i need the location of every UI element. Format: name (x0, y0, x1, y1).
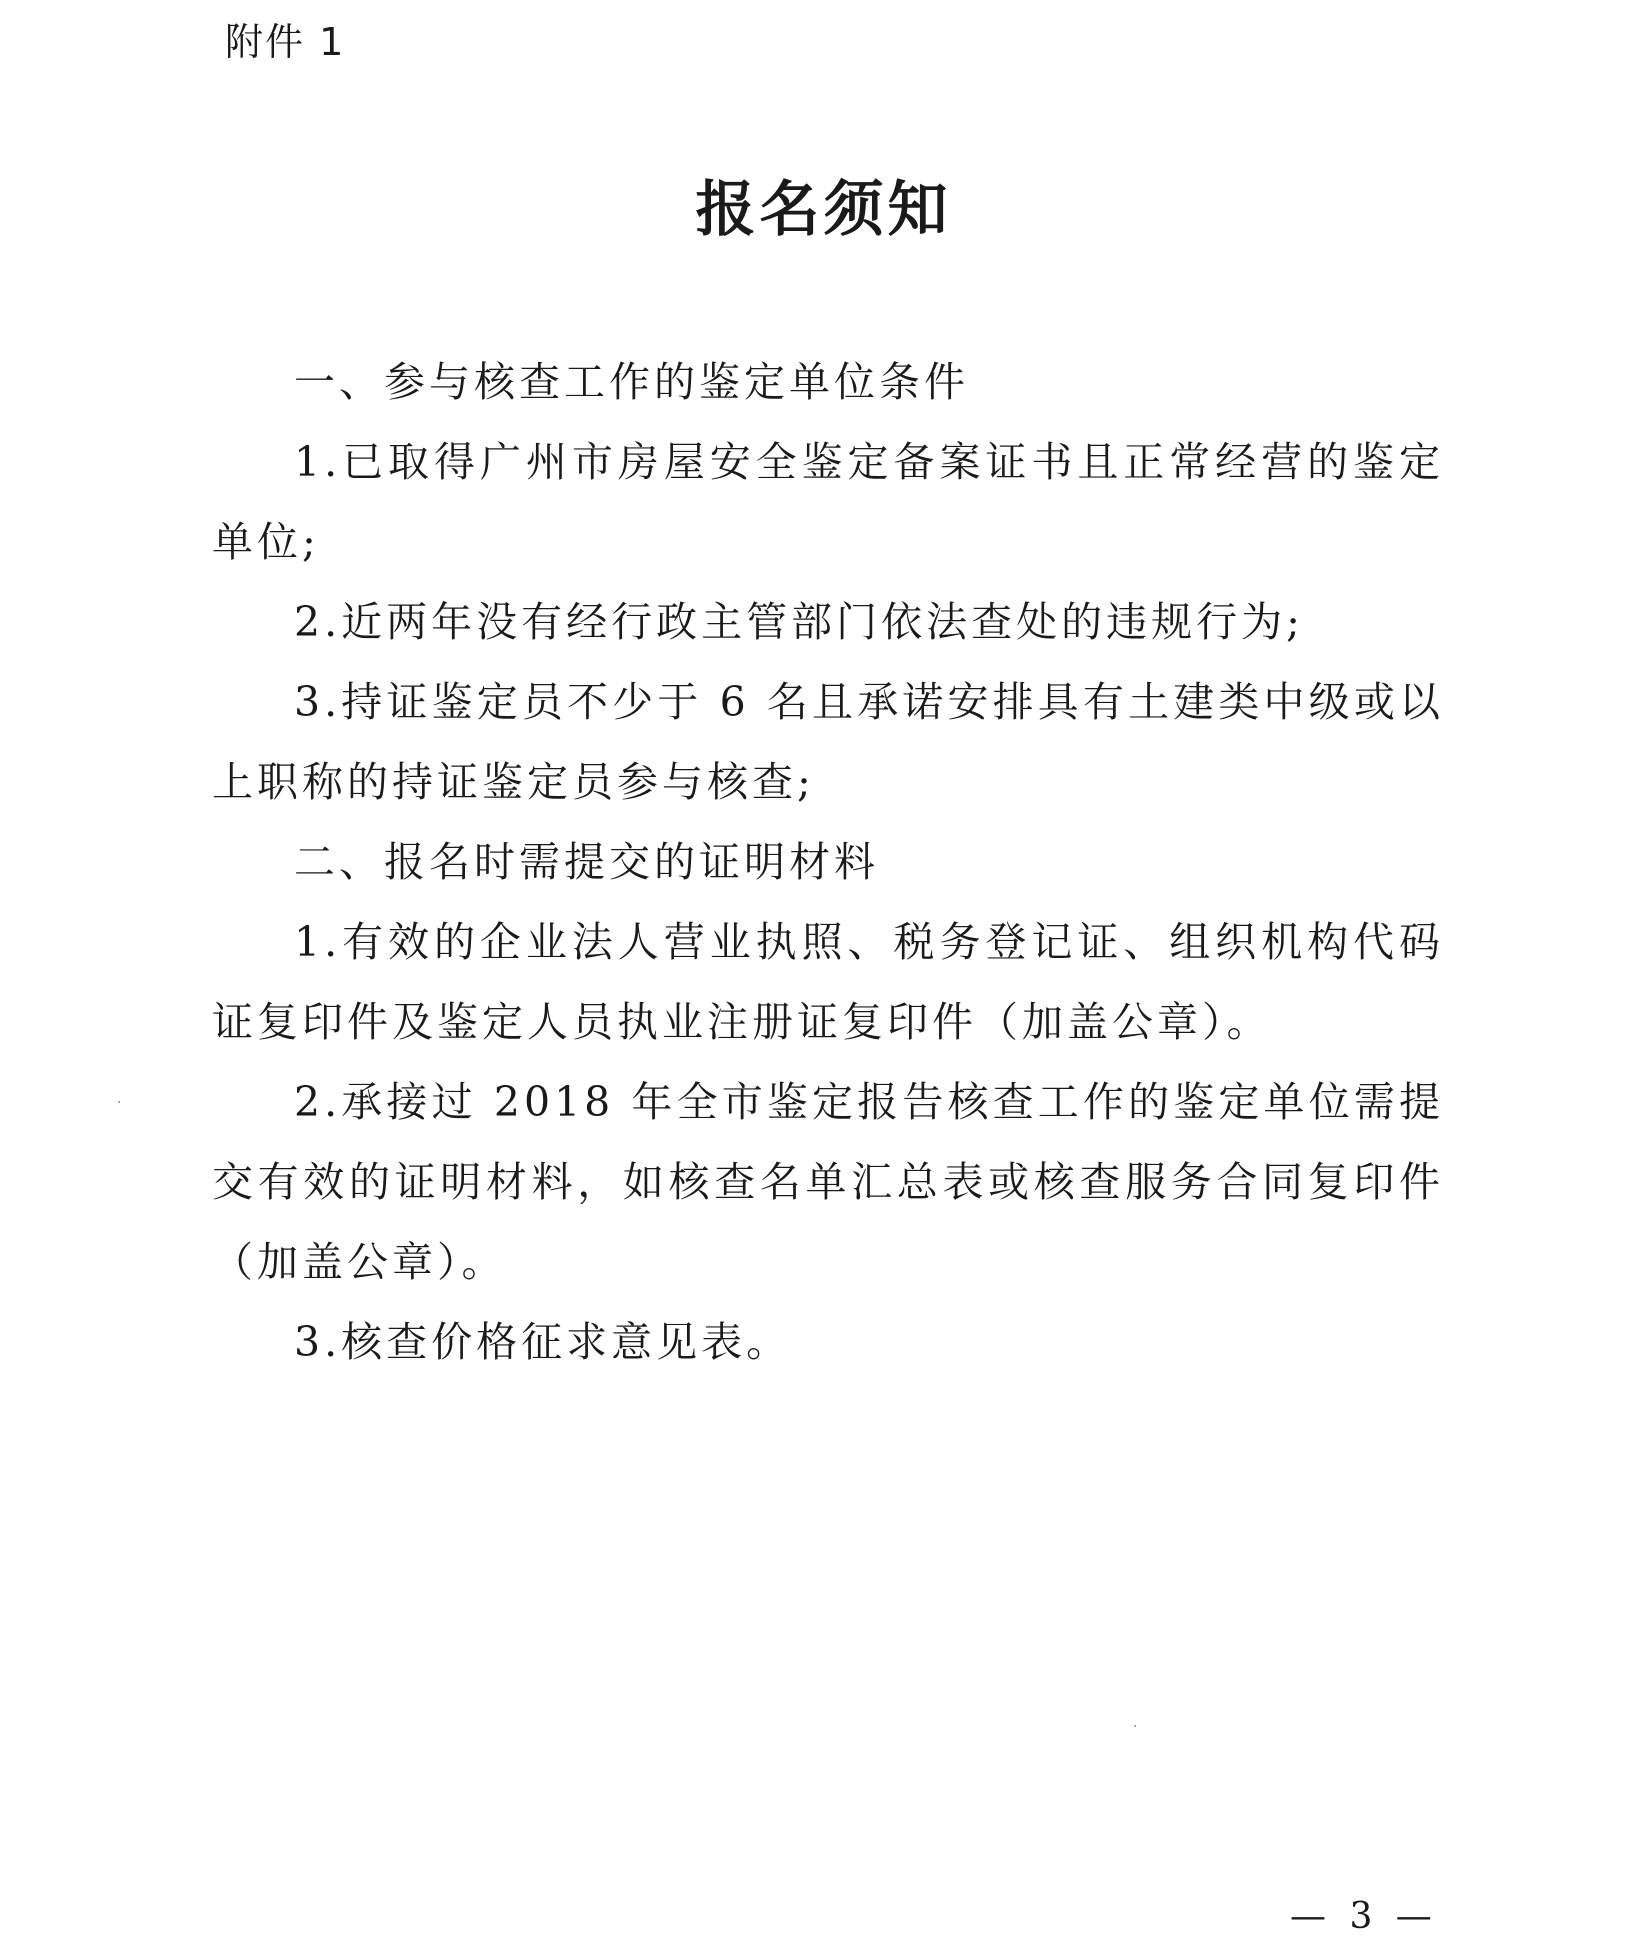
page-number: — 3 — (1290, 1896, 1438, 1937)
material-item-2: 2.承接过 2018 年全市鉴定报告核查工作的鉴定单位需提交有效的证明材料，如核查名单汇总表或核查服务合同复印件（加盖公章）。 (212, 1078, 1444, 1286)
document-title: 报名须知 (695, 175, 952, 245)
attachment-label: 附件 1 (225, 20, 346, 64)
document-body (212, 342, 1444, 1382)
condition-item-1: 1.已取得广州市房屋安全鉴定备案证书且正常经营的鉴定单位; (212, 438, 1444, 566)
section-heading-2: 二、报名时需提交的证明材料 (294, 838, 879, 886)
condition-item-3: 3.持证鉴定员不少于 6 名且承诺安排具有土建类中级或以上职称的持证鉴定员参与核查; (212, 678, 1444, 806)
material-item-3: 3.核查价格征求意见表。 (294, 1318, 792, 1366)
material-item-1: 1.有效的企业法人营业执照、税务登记证、组织机构代码证复印件及鉴定人员执业注册证复印件（加盖公章）。 (212, 918, 1444, 1046)
scan-speck (1134, 1725, 1136, 1727)
section-heading-1: 一、参与核查工作的鉴定单位条件 (294, 358, 969, 406)
condition-item-2: 2.近两年没有经行政主管部门依法查处的违规行为; (294, 598, 1304, 646)
scan-speck (118, 1101, 120, 1103)
